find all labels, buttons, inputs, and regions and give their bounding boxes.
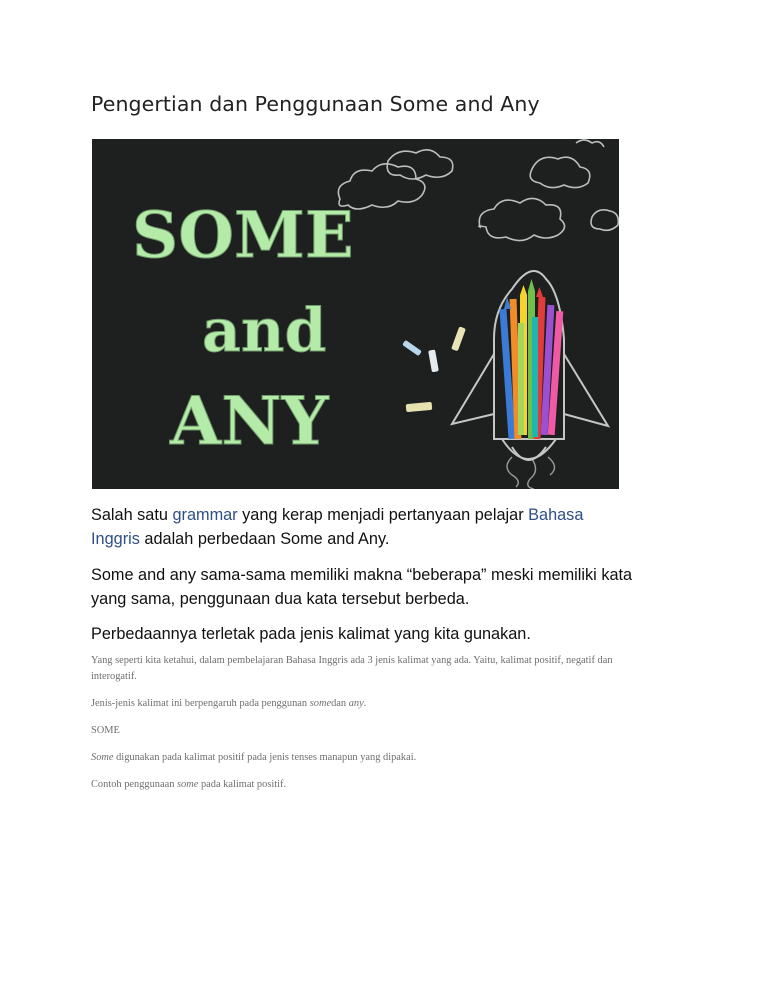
paragraph-example: Contoh penggunaan some pada kalimat positif.	[91, 779, 287, 790]
page-title: Pengertian dan Penggunaan Some and Any	[91, 92, 540, 116]
paragraph-influence: Jenis-jenis kalimat ini berpengaruh pada penggunan somedan any.	[91, 698, 367, 709]
link-bahasa-inggris-part2[interactable]: Inggris	[91, 530, 140, 548]
link-grammar[interactable]: grammar	[172, 506, 238, 524]
hero-line-any: ANY	[170, 382, 329, 460]
paragraph-difference: Perbedaannya terletak pada jenis kalimat yang kita gunakan.	[91, 625, 531, 643]
hero-line-and: and	[202, 296, 327, 366]
paragraph-intro: Salah satu grammar yang kerap menjadi pertanyaan pelajar Bahasa Inggris adalah perbedaan Some and Any.	[91, 506, 584, 548]
hero-image	[92, 139, 619, 489]
paragraph-meaning: Some and any sama-sama memiliki makna “beberapa” meski memiliki kata yang sama, penggunaan dua kata tersebut berbeda.	[91, 566, 633, 608]
hero-line-some: SOME	[132, 198, 354, 273]
paragraph-sentence-types: Yang seperti kita ketahui, dalam pembelajaran Bahasa Inggris ada 3 jenis kalimat yang ada. Yaitu, kalimat positif, negatif dan interogatif.	[91, 655, 613, 682]
link-bahasa-inggris-part1[interactable]: Bahasa	[528, 506, 584, 524]
section-heading-some: SOME	[91, 725, 120, 736]
chalkboard-illustration	[92, 139, 619, 489]
paragraph-some-usage: Some digunakan pada kalimat positif pada jenis tenses manapun yang dipakai.	[91, 752, 417, 763]
